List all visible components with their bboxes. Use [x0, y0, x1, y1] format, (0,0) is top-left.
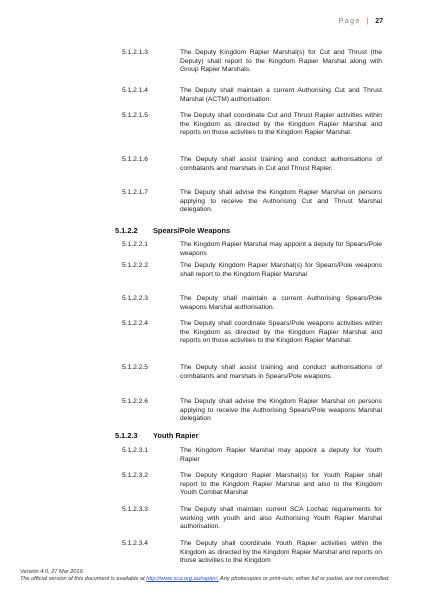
page-separator: |: [366, 18, 370, 25]
clause-number: 5.1.2.2.6: [122, 398, 149, 405]
page-label: Page: [338, 18, 361, 25]
clause: [122, 295, 382, 312]
footer-link[interactable]: http://www.sca.org.au/rapier/.: [146, 576, 219, 583]
clause-number: 5.1.2.2.3: [122, 295, 149, 302]
clause: [122, 241, 382, 258]
clause-text: The Deputy shall coordinate Spears/Pole weapons activities within the Kingdom as directed by the Kingdom Rapier Marshal and reports on those activities to the Kingdom Rapier Marshal.: [180, 320, 382, 345]
clause-text: The Deputy Kingdom Rapier Marshal(s) for Spears/Pole weapons shall report to the Kingdom Rapier Marshal: [180, 262, 382, 278]
clause-number: 5.1.2.1.6: [122, 156, 149, 163]
clause-text: The Deputy shall maintain a current Authorising Spears/Pole weapons Marshal authorisation.: [180, 295, 382, 311]
subsection-number: 5.1.2.3: [115, 431, 138, 440]
clause: [122, 112, 382, 138]
clause: [122, 364, 382, 381]
clause-number: 5.1.2.3.1: [122, 447, 149, 454]
clause-number: 5.1.2.1.4: [122, 87, 149, 94]
clause-number: 5.1.2.2.2: [122, 262, 149, 269]
clause-number: 5.1.2.3.2: [122, 472, 149, 479]
footer-notice-prefix: The official version of this document is available at: [20, 576, 147, 583]
clause-text: The Deputy Kingdom Rapier Marshal(s) for Cut and Thrust (the Deputy) shall report to the Kingdom Rapier Marshal along with Group Rapier Marshals.: [180, 49, 382, 74]
clause: [122, 87, 382, 104]
clause-text: The Kingdom Rapier Marshal may appoint a deputy for Spears/Pole weapons: [180, 241, 382, 257]
footer-notice-suffix: Any photocopies or print-outs, either full or partial, are not controlled.: [218, 576, 390, 583]
clause: [122, 472, 382, 498]
clause-text: The Deputy shall assist training and conduct authorisations of combatants and marshals in Cut and Thrust Rapier.: [180, 156, 382, 172]
clause-text: The Deputy shall advise the Kingdom Rapier Marshal on persons applying to receive the Authorising Cut and Thrust Marshal delegation.: [180, 189, 382, 214]
clause-text: The Deputy shall coordinate Cut and Thrust Rapier activities within the Kingdom as directed by the Kingdom Rapier Marshal and reports on those activities to the Kingdom Rapier Marshal.: [180, 112, 382, 137]
footer-notice: [20, 576, 405, 583]
clause-number: 5.1.2.1.3: [122, 49, 149, 56]
clause: [122, 540, 382, 566]
clause-number: 5.1.2.3.4: [122, 540, 149, 547]
clause-text: The Deputy shall maintain a current Authorising Cut and Thrust Marshal (ACTM) authorisation.: [180, 87, 382, 103]
clause-text: The Deputy shall advise the Kingdom Rapier Marshal on persons applying to receive the Authorising Spears/Pole weapons Marshal delegation: [180, 398, 382, 423]
clause: [122, 398, 382, 424]
clause-number: 5.1.2.2.5: [122, 364, 149, 371]
clause-number: 5.1.2.1.7: [122, 189, 149, 196]
clause: [122, 49, 382, 75]
clause-text: The Deputy Kingdom Rapier Marshal(s) for Youth Rapier shall report to the Kingdom Rapier Marshal and also to the Kingdom Youth Combat Marshal: [180, 472, 382, 497]
clause-number: 5.1.2.3.3: [122, 506, 149, 513]
clause: [122, 262, 382, 279]
clause: [122, 156, 382, 173]
subsection-number: 5.1.2.2: [115, 226, 138, 235]
clause: [122, 447, 382, 464]
clause-text: The Deputy shall assist training and conduct authorisations of combatants and marshals in Spears/Pole weapons.: [180, 364, 382, 380]
subsection-title: Spears/Pole Weapons: [153, 226, 231, 235]
clause-text: The Deputy shall maintain current SCA Lochac requirements for working with youth and also Authorising Youth Rapier Marshal authorisation.: [180, 506, 382, 531]
clause-text: The Deputy shall coordinate Youth Rapier activities within the Kingdom as directed by the Kingdom Rapier Marshal and reports on those activities to the Kingdom: [180, 540, 382, 565]
clause-text: The Kingdom Rapier Marshal may appoint a deputy for Youth Rapier: [180, 447, 382, 463]
clause: [122, 506, 382, 532]
footer-version: Version 4.0, 27 Mar 2019.: [20, 569, 85, 575]
clause: [122, 189, 382, 215]
page-header: [339, 18, 383, 25]
page-number: 27: [375, 18, 383, 25]
clause-number: 5.1.2.2.1: [122, 241, 149, 248]
clause: [122, 320, 382, 346]
subsection-heading: [115, 431, 198, 440]
document-footer: [20, 569, 405, 583]
subsection-heading: [115, 226, 230, 235]
clause-number: 5.1.2.1.5: [122, 112, 149, 119]
subsection-title: Youth Rapier: [153, 431, 199, 440]
clause-number: 5.1.2.2.4: [122, 320, 149, 327]
